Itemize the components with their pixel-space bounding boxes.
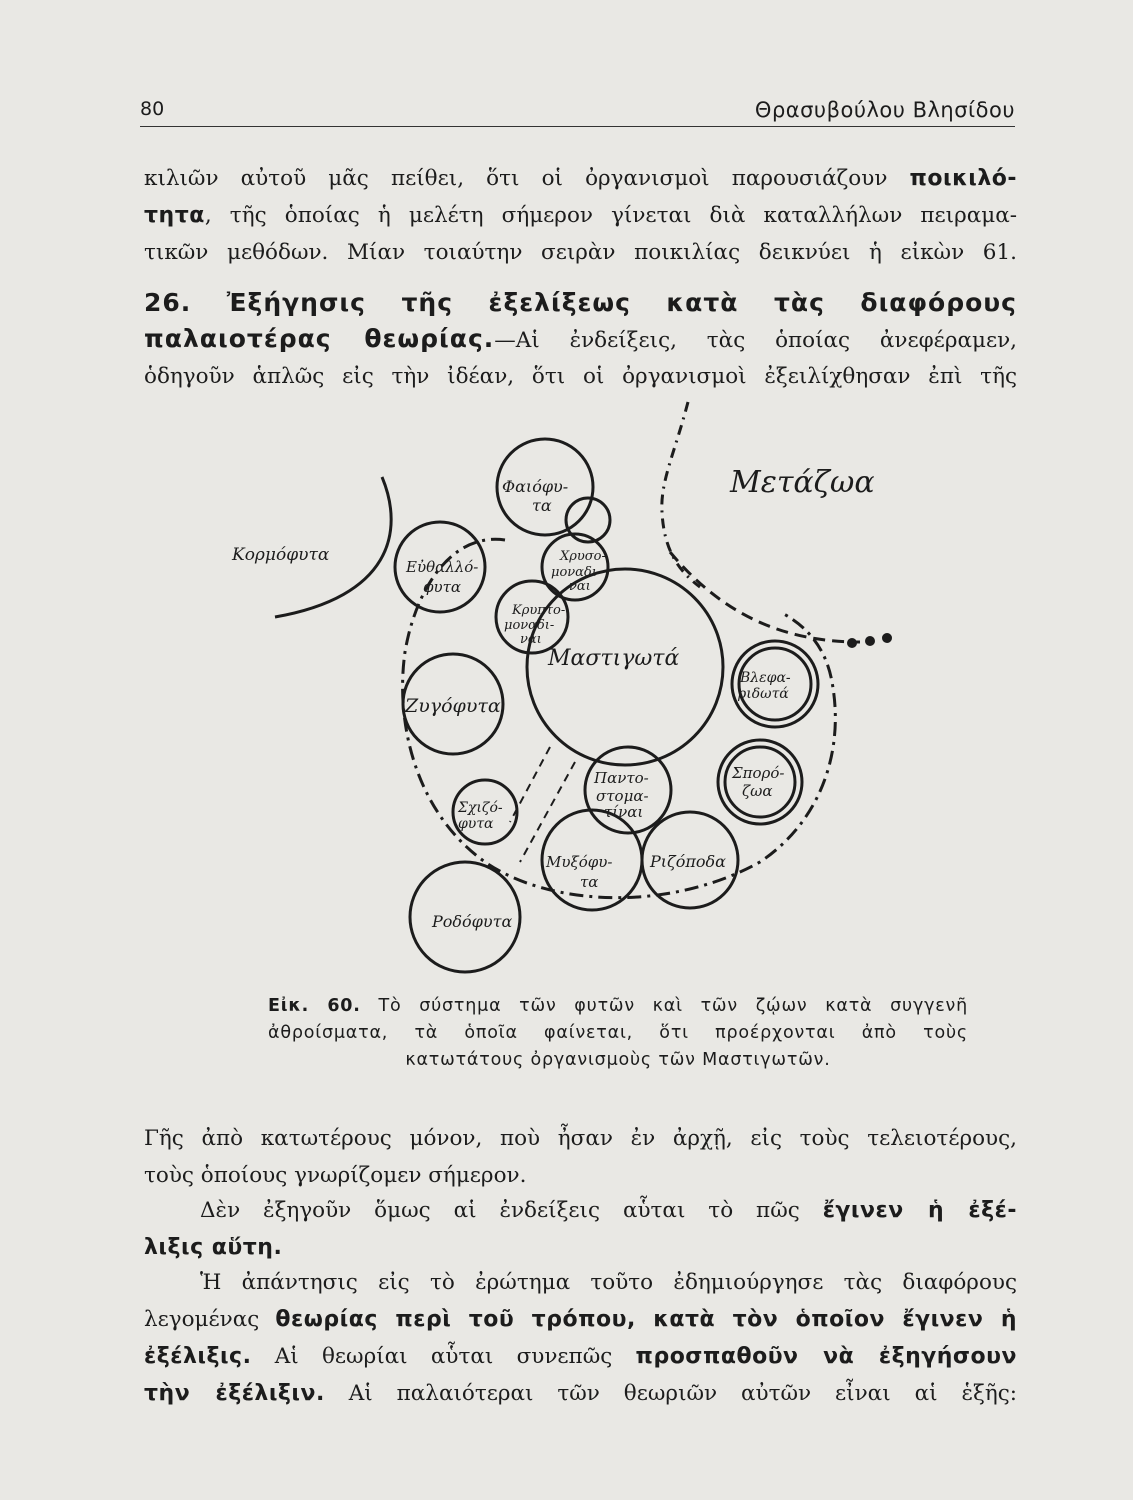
text-line: Δὲν ἐξηγοῦν ὅμως αἱ ἐνδείξεις αὗται τὸ πῶς ἔγινεν ἡ ἐξέ- [200, 1198, 1017, 1223]
bold-term: λιξις αὕτη. [144, 1235, 283, 1260]
section-heading: 26. Ἐξήγησις τῆς ἐξελίξεως κατὰ τὰς διαφόρους [144, 288, 1017, 317]
label-pantostomatinai: τίναι [604, 803, 644, 821]
text-line: Ἡ ἀπάντησις εἰς τὸ ἐρώτημα τοῦτο ἐδημιούργησε τὰς διαφόρους [200, 1270, 1017, 1295]
connector-dashed [510, 747, 550, 822]
dot [865, 636, 875, 646]
label-sporozoa: ζωα [742, 782, 773, 800]
text-line: ἐξέλιξις. Αἱ θεωρίαι αὗται συνεπῶς προσπαθοῦν νὰ ἐξηγήσουν [144, 1344, 1017, 1369]
section-heading-cont: παλαιοτέρας θεωρίας. [144, 324, 495, 353]
label-chrysomonades: ναι [569, 579, 591, 594]
bold-term: θεωρίας περὶ τοῦ τρόπου, κατὰ τὸν ὁποῖον ἔγινεν ἡ [275, 1307, 1017, 1332]
paragraph-3 [144, 1192, 1017, 1266]
caption-line: Εἰκ. 60. Τὸ σύστημα τῶν φυτῶν καὶ τῶν ζῴων κατὰ συγγενῆ [268, 996, 968, 1016]
label-kryptomonades: Κρυπτο- [512, 603, 566, 618]
label-faiofyta: Φαιόφυ- [502, 477, 569, 496]
phylogeny-diagram [220, 392, 920, 992]
bold-term: τητα [144, 203, 205, 228]
bold-term: ἐξέλιξις. [144, 1344, 252, 1369]
dot [847, 638, 857, 648]
bold-term: τὴν ἐξέλιξιν. [144, 1381, 325, 1406]
section-26 [144, 285, 1017, 395]
bold-term: ἔγινεν ἡ ἐξέ- [822, 1198, 1017, 1223]
text-line: λεγομένας θεωρίας περὶ τοῦ τρόπου, κατὰ τὸν ὁποῖον ἔγινεν ἡ [144, 1307, 1017, 1332]
label-zygofyta: Ζυγόφυτα [405, 695, 501, 717]
label-kormofyta: Κορμόφυτα [232, 545, 330, 565]
text-line: τητα, τῆς ὁποίας ἡ μελέτη σήμερον γίνεται διὰ καταλλήλων πειραμα- [144, 203, 1017, 228]
page-number: 80 [140, 98, 165, 120]
figure-60 [220, 392, 920, 992]
label-rodofyta: Ροδόφυτα [432, 912, 513, 931]
label-sporozoa: Σπορό- [732, 764, 785, 782]
label-schizofyta: φυτα [458, 816, 494, 832]
paragraph-4 [144, 1264, 1017, 1412]
label-metazoa: Μετάζωα [730, 465, 875, 500]
text-line: τικῶν μεθόδων. Μίαν τοιαύτην σειρὰν ποικιλίας δεικνύει ἡ εἰκὼν 61. [144, 240, 1017, 265]
text-line: Γῆς ἀπὸ κατωτέρους μόνον, ποὺ ἦσαν ἐν ἀρχῇ, εἰς τοὺς τελειοτέρους, [144, 1126, 1017, 1151]
dot [882, 633, 892, 643]
label-rizopoda: Ριζόποδα [650, 852, 726, 871]
label-blefaridota: ριδωτά [738, 686, 789, 702]
bold-term: ποικιλό- [909, 166, 1017, 191]
caption-line: ἀθροίσματα, τὰ ὁποῖα φαίνεται, ὅτι προέρχονται ἀπὸ τοὺς [268, 1023, 968, 1043]
label-blefaridota: Βλεφα- [740, 670, 791, 686]
label-kryptomonades: ναι [520, 632, 542, 647]
label-schizofyta: Σχιζό- [458, 800, 503, 816]
text-line: τὴν ἐξέλιξιν. Αἱ παλαιότεραι τῶν θεωριῶν αὐτῶν εἶναι αἱ ἑξῆς: [144, 1381, 1017, 1406]
label-eudallofyta: Εὐθαλλό- [406, 558, 479, 576]
label-myxofyta: Μυξόφυ- [546, 853, 613, 871]
header-rule [140, 126, 1015, 127]
label-eudallofyta: φυτα [423, 578, 462, 596]
figure-caption [268, 993, 968, 1074]
text-line: παλαιοτέρας θεωρίας.—Αἱ ἐνδείξεις, τὰς ὁποίας ἀνεφέραμεν, [144, 324, 1017, 353]
metazoa-link [670, 552, 860, 642]
paragraph-intro [144, 160, 1017, 271]
caption-line: κατωτάτους ὀργανισμοὺς τῶν Μαστιγωτῶν. [405, 1050, 831, 1070]
text-line: τοὺς ὁποίους γνωρίζομεν σήμερον. [144, 1163, 527, 1188]
label-myxofyta: τα [580, 873, 599, 891]
label-pantostomatinai: στομα- [596, 787, 649, 805]
label-mastigota: Μαστιγωτά [548, 646, 680, 671]
caption-label: Εἰκ. 60. [268, 996, 361, 1016]
bold-term: προσπαθοῦν νὰ ἐξηγήσουν [635, 1344, 1017, 1369]
paragraph-2 [144, 1120, 1017, 1194]
label-kryptomonades: μοναδι- [504, 618, 555, 633]
label-chrysomonades: μοναδι- [551, 565, 602, 580]
connector-dashed [520, 762, 575, 862]
text-line: κιλιῶν αὐτοῦ μᾶς πείθει, ὅτι οἱ ὀργανισμοὶ παρουσιάζουν ποικιλό- [144, 166, 1017, 191]
running-title: Θρασυβούλου Βλησίδου [754, 98, 1015, 122]
label-pantostomatinai: Παντο- [594, 769, 649, 787]
text-line [144, 1229, 1017, 1266]
text-line: ὁδηγοῦν ἁπλῶς εἰς τὴν ἰδέαν, ὅτι οἱ ὀργανισμοὶ ἐξειλίχθησαν ἐπὶ τῆς [144, 364, 1017, 389]
metazoa-boundary [662, 402, 700, 587]
label-chrysomonades: Χρυσο- [560, 549, 606, 564]
label-faiofyta: τα [532, 496, 552, 515]
